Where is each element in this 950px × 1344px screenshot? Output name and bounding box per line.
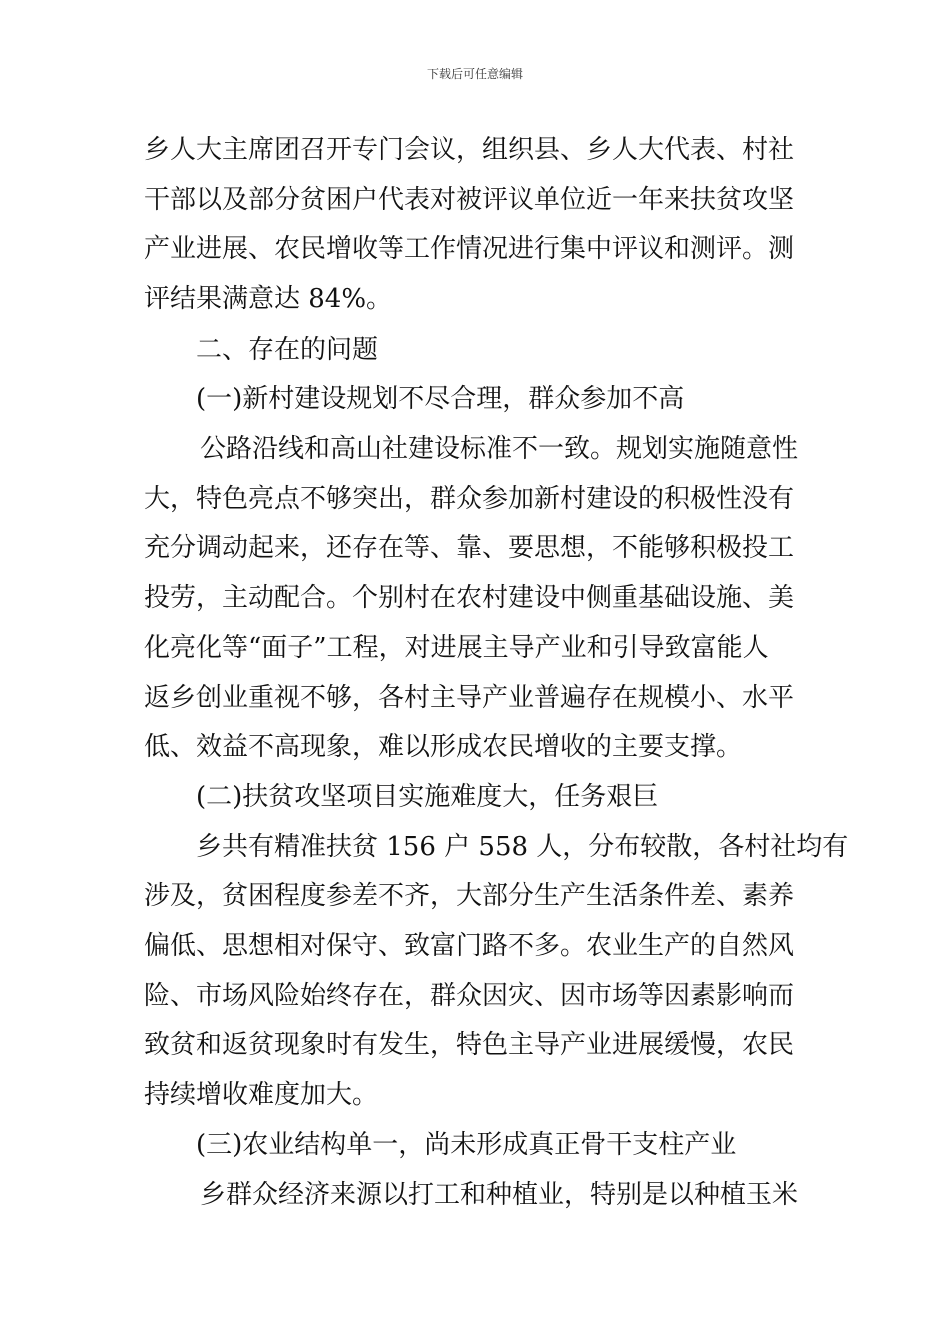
body-line: 公路沿线和高山社建设标准不一致。规划实施随意性 (200, 434, 799, 464)
page-header: 下载后可任意编辑 (426, 67, 523, 81)
body-line: 大，特色亮点不够突出，群众参加新村建设的积极性没有 (144, 484, 795, 514)
body-line: 乡共有精准扶贫 156 户 558 人，分布较散，各村社均有 (196, 832, 849, 862)
body-line: 产业进展、农民增收等工作情况进行集中评议和测评。测 (144, 234, 795, 264)
body-line: 返乡创业重视不够，各村主导产业普遍存在规模小、水平 (144, 683, 795, 713)
body-line: 乡群众经济来源以打工和种植业，特别是以种植玉米 (200, 1180, 799, 1210)
body-line: 化亮化等“面子”工程，对进展主导产业和引导致富能人 (144, 633, 769, 663)
body-line: 偏低、思想相对保守、致富门路不多。农业生产的自然风 (144, 931, 795, 961)
subsection-heading: (一)新村建设规划不尽合理，群众参加不高 (196, 384, 685, 414)
body-line: 充分调动起来，还存在等、靠、要思想，不能够积极投工 (144, 533, 795, 563)
body-line: 乡人大主席团召开专门会议，组织县、乡人大代表、村社 (144, 135, 795, 165)
body-line: 致贫和返贫现象时有发生，特色主导产业进展缓慢，农民 (144, 1030, 795, 1060)
body-line: 涉及，贫困程度参差不齐，大部分生产生活条件差、素养 (144, 881, 795, 911)
body-line: 评结果满意达 84%。 (144, 284, 393, 314)
subsection-heading: (三)农业结构单一，尚未形成真正骨干支柱产业 (196, 1130, 737, 1160)
body-line: 低、效益不高现象，难以形成农民增收的主要支撑。 (144, 732, 743, 762)
body-line: 持续增收难度加大。 (144, 1080, 379, 1110)
body-line: 干部以及部分贫困户代表对被评议单位近一年来扶贫攻坚 (144, 185, 795, 215)
body-line: 险、市场风险始终存在，群众因灾、因市场等因素影响而 (144, 981, 795, 1011)
section-heading: 二、存在的问题 (196, 335, 379, 365)
body-line: 投劳，主动配合。个别村在农村建设中侧重基础设施、美 (144, 583, 795, 613)
subsection-heading: (二)扶贫攻坚项目实施难度大，任务艰巨 (196, 782, 659, 812)
